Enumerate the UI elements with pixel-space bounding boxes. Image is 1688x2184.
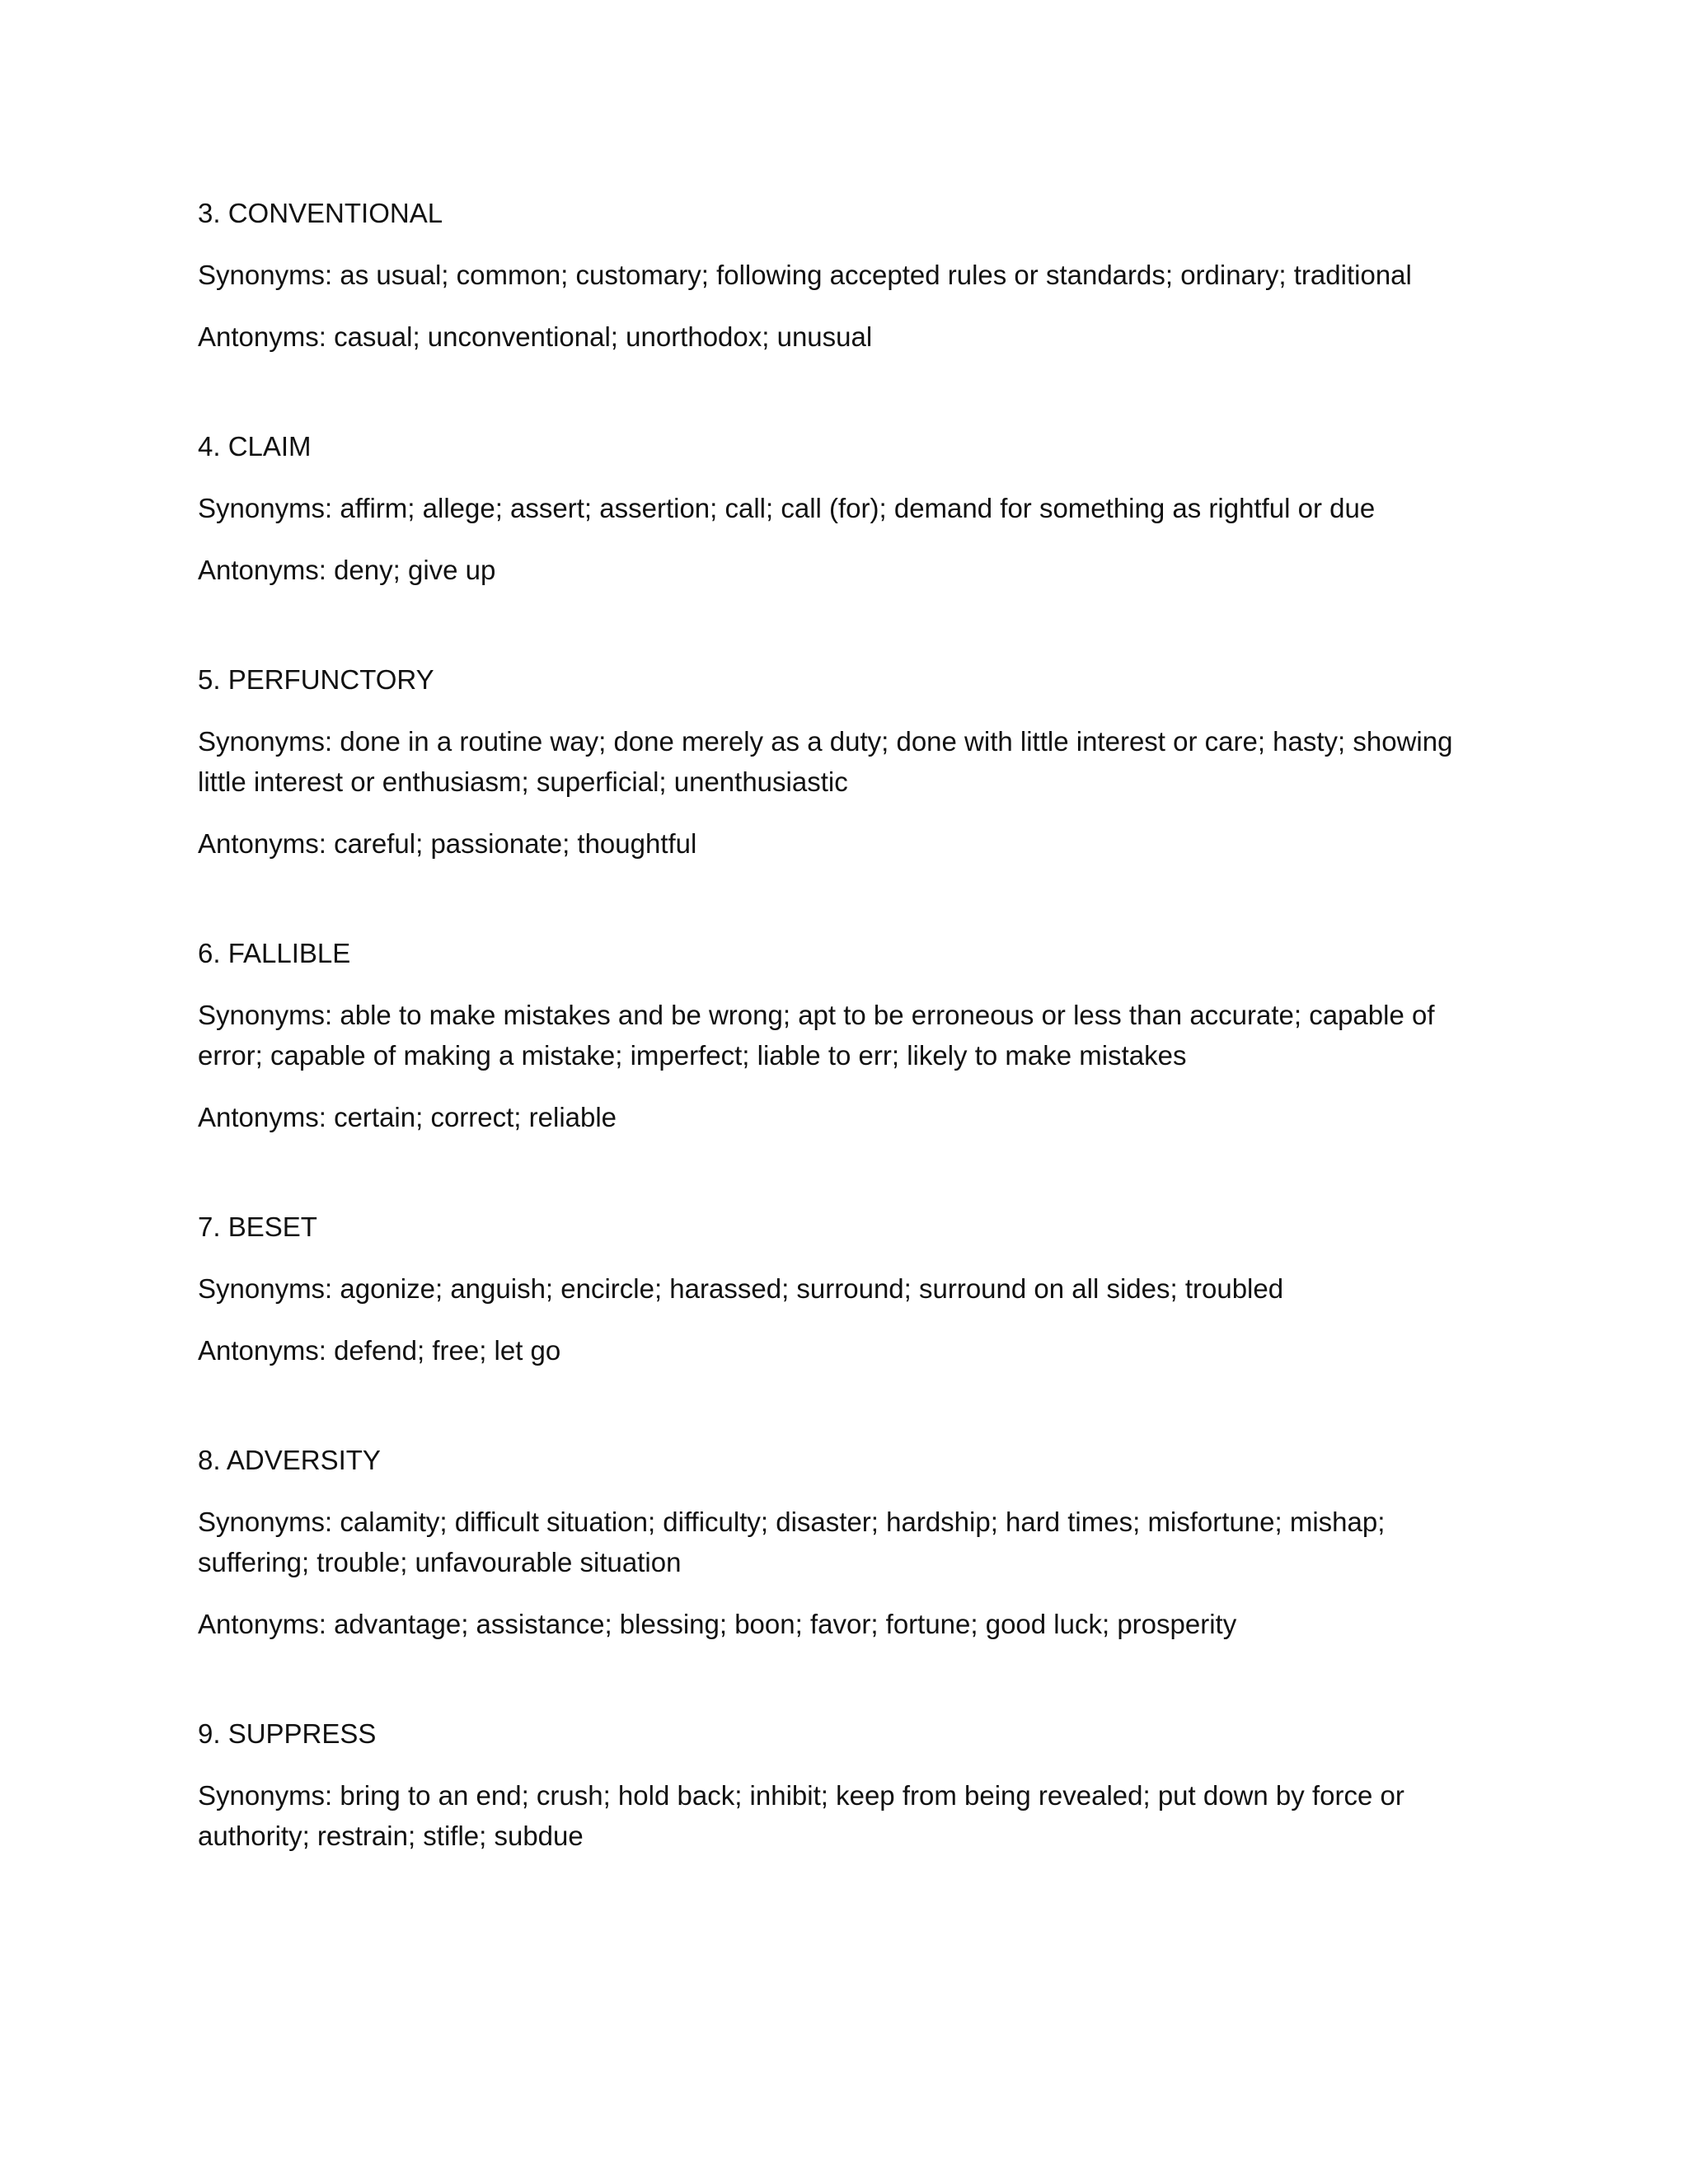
word-heading: 3. CONVENTIONAL: [198, 198, 443, 228]
synonyms-line: Synonyms: done in a routine way; done merely as a duty; done with little interest or care; hasty; showing little interest or enthusiasm; superficial; unenthusiastic: [198, 726, 1453, 797]
antonyms-line: Antonyms: deny; give up: [198, 555, 496, 585]
word-entry-claim: [198, 426, 1467, 590]
word-heading: 5. PERFUNCTORY: [198, 664, 434, 695]
word-entry-beset: [198, 1207, 1467, 1371]
antonyms-line: Antonyms: casual; unconventional; unorthodox; unusual: [198, 321, 873, 352]
word-entry-suppress: [198, 1713, 1467, 1856]
antonyms-line: Antonyms: certain; correct; reliable: [198, 1102, 617, 1132]
antonyms-line: Antonyms: careful; passionate; thoughtful: [198, 828, 697, 859]
antonyms-line: Antonyms: advantage; assistance; blessing; boon; favor; fortune; good luck; prosperity: [198, 1609, 1237, 1639]
word-entry-perfunctory: [198, 659, 1467, 864]
synonyms-line: Synonyms: bring to an end; crush; hold back; inhibit; keep from being revealed; put down by force or authority; restrain; stifle; subdue: [198, 1780, 1404, 1851]
word-heading: 7. BESET: [198, 1212, 317, 1242]
word-heading: 4. CLAIM: [198, 431, 312, 462]
synonyms-line: Synonyms: able to make mistakes and be wrong; apt to be erroneous or less than accurate; capable of error; capable of making a mistake; imperfect; liable to err; likely to make mistakes: [198, 1000, 1435, 1071]
word-list: [198, 193, 1467, 1925]
word-entry-adversity: [198, 1440, 1467, 1644]
synonyms-line: Synonyms: agonize; anguish; encircle; harassed; surround; surround on all sides; troubled: [198, 1273, 1284, 1304]
word-heading: 9. SUPPRESS: [198, 1718, 377, 1749]
antonyms-line: Antonyms: defend; free; let go: [198, 1335, 561, 1366]
synonyms-line: Synonyms: affirm; allege; assert; assertion; call; call (for); demand for something as rightful or due: [198, 493, 1376, 523]
word-heading: 6. FALLIBLE: [198, 938, 351, 968]
word-heading: 8. ADVERSITY: [198, 1445, 381, 1475]
synonyms-line: Synonyms: calamity; difficult situation; difficulty; disaster; hardship; hard times; misfortune; mishap; suffering; trouble; unfavourable situation: [198, 1507, 1386, 1577]
word-entry-fallible: [198, 933, 1467, 1137]
word-entry-conventional: [198, 193, 1467, 357]
synonyms-line: Synonyms: as usual; common; customary; following accepted rules or standards; ordinary; traditional: [198, 260, 1412, 290]
